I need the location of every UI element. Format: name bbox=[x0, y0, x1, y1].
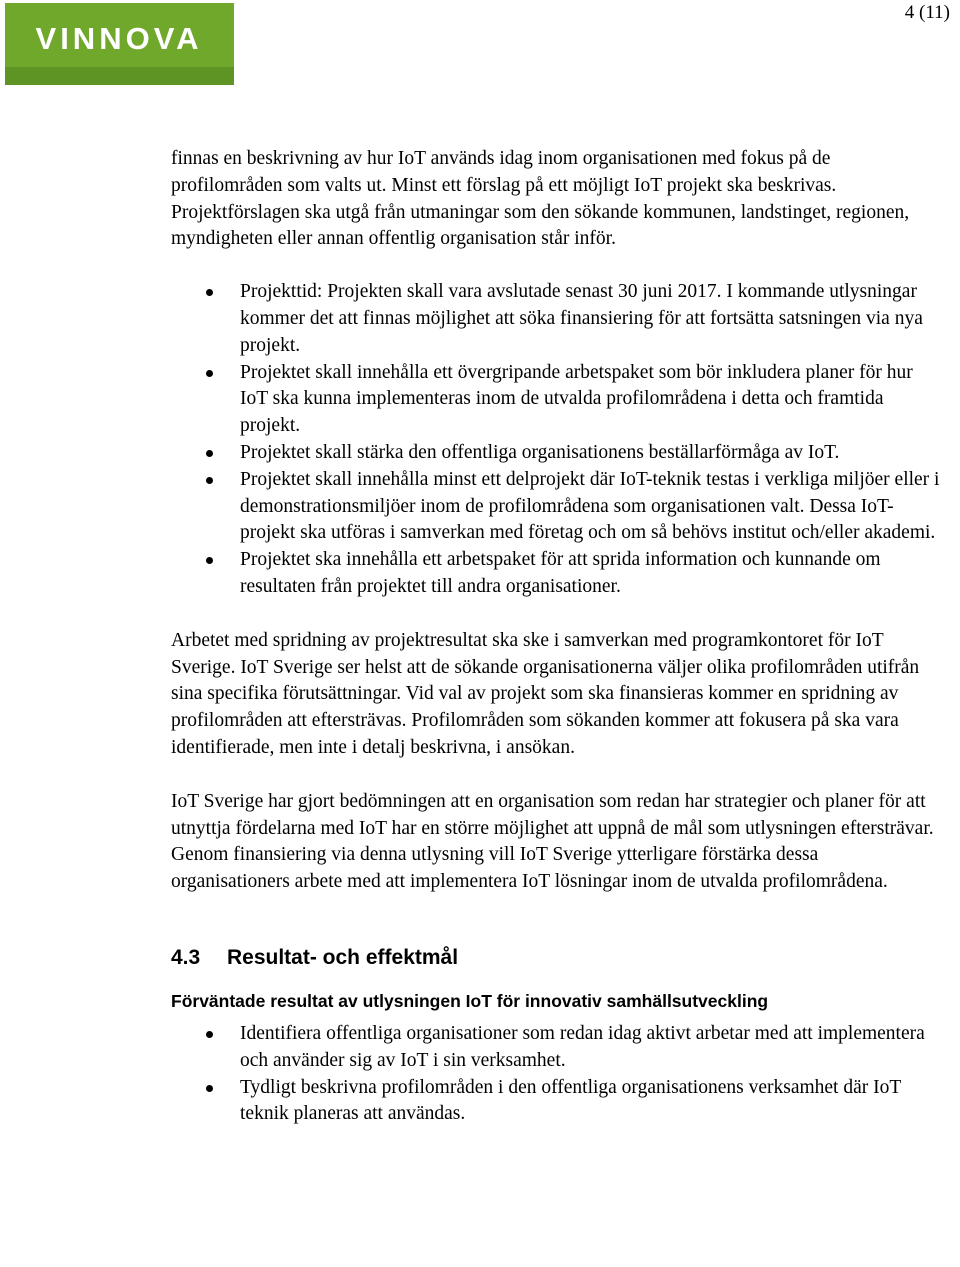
list-item-text: Projektet skall stärka den offentliga organisationens beställarförmåga av IoT. bbox=[240, 441, 840, 463]
section-title: Resultat- och effektmål bbox=[227, 945, 459, 969]
list-item-text: Projektet skall innehålla minst ett delprojekt där IoT-teknik testas i verkliga miljöer eller i demonstrationsmiljöer inom de profilområdena som organisationen valt. Dessa IoT-projekt ska utföras i samverkan med företag och om så behövs institut och/eller akademi. bbox=[240, 468, 940, 544]
list-item bbox=[171, 1021, 941, 1075]
bullet-icon bbox=[206, 1031, 213, 1038]
bullet-icon bbox=[206, 1085, 213, 1092]
bullet-icon bbox=[206, 370, 213, 377]
list-item bbox=[171, 440, 941, 467]
results-list bbox=[171, 1021, 941, 1128]
document-body bbox=[171, 146, 941, 1128]
intro-paragraph: finnas en beskrivning av hur IoT används idag inom organisationen med fokus på de profilområden som valts ut. Minst ett förslag på ett möjligt IoT projekt ska beskrivas. Projektförslagen ska utgå från utmaningar som den sökande kommunen, landstinget, regionen, myndigheten eller annan offentlig organisation står inför. bbox=[171, 148, 910, 250]
assessment-paragraph: IoT Sverige har gjort bedömningen att en organisation som redan har strategier och planer för att utnyttja fördelarna med IoT har en större möjlighet att uppnå de mål som utlysningen eftersträvar. Genom finansiering via denna utlysning vill IoT Sverige ytterligare förstärka dessa organisationers arbete med att implementera IoT lösningar inom de utvalda profilområdena. bbox=[171, 790, 934, 893]
section-number: 4.3 bbox=[171, 945, 201, 969]
subheading: Förväntade resultat av utlysningen IoT för innovativ samhällsutveckling bbox=[171, 990, 769, 1011]
list-item bbox=[171, 1075, 941, 1129]
logo-wordmark: VINNOVA bbox=[35, 21, 203, 56]
list-item bbox=[171, 279, 941, 359]
bullet-icon bbox=[206, 450, 213, 457]
list-item bbox=[171, 547, 941, 601]
bullet-icon bbox=[206, 557, 213, 564]
vinnova-logo bbox=[5, 3, 234, 85]
list-item bbox=[171, 360, 941, 440]
section-heading bbox=[171, 946, 941, 970]
requirements-list bbox=[171, 279, 941, 601]
bullet-icon bbox=[206, 477, 213, 484]
vinnova-logo-graphic bbox=[5, 3, 234, 85]
list-item-text: Projekttid: Projekten skall vara avslutade senast 30 juni 2017. I kommande utlysningar kommer det att finnas möjlighet att söka finansiering för att fortsätta satsningen via nya projekt. bbox=[240, 281, 923, 356]
bullet-icon bbox=[206, 289, 213, 296]
dissemination-paragraph: Arbetet med spridning av projektresultat ska ske i samverkan med programkontoret för IoT Sverige. IoT Sverige ser helst att de sökande organisationerna väljer olika profilområden utifrån sina specifika förutsättningar. Vid val av projekt som ska finansieras kommer en spridning av profilområden att eftersträvas. Profilområden som sökanden kommer att fokusera på ska vara identifierade, men inte i detalj beskrivna, i ansökan. bbox=[171, 629, 920, 758]
list-item-text: Identifiera offentliga organisationer som redan idag aktivt arbetar med att implementera och använder sig av IoT i sin verksamhet. bbox=[240, 1022, 925, 1071]
list-item-text: Tydligt beskrivna profilområden i den offentliga organisationens verksamhet där IoT teknik planeras att användas. bbox=[240, 1076, 901, 1125]
page-number: 4 (11) bbox=[904, 2, 950, 23]
list-item-text: Projektet skall innehålla ett övergripande arbetspaket som bör inkludera planer för hur IoT ska kunna implementeras inom de utvalda profilområdena i detta och framtida projekt. bbox=[240, 361, 913, 437]
list-item bbox=[171, 467, 941, 547]
list-item-text: Projektet ska innehålla ett arbetspaket för att sprida information och kunnande om resultaten från projektet till andra organisationer. bbox=[240, 549, 881, 597]
